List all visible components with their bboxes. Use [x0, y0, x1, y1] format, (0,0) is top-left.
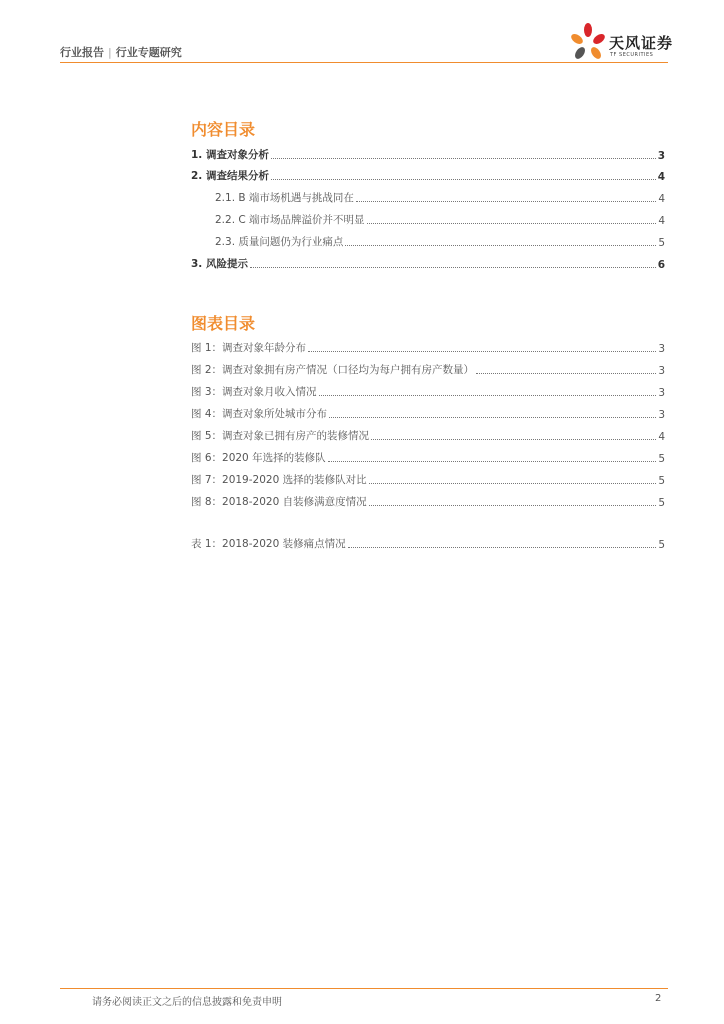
figure-entry-label: 图 8：2018-2020 自装修满意度情况 [191, 496, 367, 508]
header-subcategory: 行业专题研究 [115, 46, 182, 59]
footer-disclaimer: 请务必阅读正文之后的信息披露和免责申明 [92, 997, 282, 1008]
toc-subentry[interactable] [215, 211, 665, 227]
figure-entry-label: 图 6：2020 年选择的装修队 [191, 452, 326, 464]
toc-entry-page: 4 [658, 193, 665, 205]
table-entry[interactable] [191, 535, 665, 551]
toc-title: 内容目录 [191, 120, 256, 139]
figures-title: 图表目录 [191, 314, 256, 333]
flower-logo-icon [568, 22, 608, 62]
figure-entry[interactable] [191, 405, 665, 421]
figure-entry-page: 3 [658, 409, 665, 421]
toc-subentry[interactable] [215, 189, 665, 205]
dot-leader [356, 200, 656, 202]
toc-entry[interactable] [191, 146, 665, 162]
header-category: 行业报告 [60, 46, 104, 59]
figure-entry-label: 图 5：调查对象已拥有房产的装修情况 [191, 430, 370, 442]
toc-entry-label: 2.3. 质量问题仍为行业痛点 [215, 236, 344, 248]
footer-rule [60, 988, 668, 989]
figure-entry[interactable] [191, 383, 665, 399]
dot-leader [271, 178, 656, 180]
figure-entry[interactable] [191, 449, 665, 465]
toc-entry-label: 3. 风险提示 [191, 258, 248, 270]
table-entry-page: 5 [658, 539, 665, 551]
figure-entry[interactable] [191, 493, 665, 509]
toc-entry[interactable] [191, 255, 665, 271]
dot-leader [369, 504, 657, 506]
toc-entry-page: 4 [657, 171, 665, 183]
figure-entry-page: 3 [658, 343, 665, 355]
header-rule [60, 62, 668, 63]
logo-english-name: TF SECURITIES [610, 52, 654, 58]
figure-entry-page: 3 [658, 387, 665, 399]
figure-entry-label: 图 1：调查对象年龄分布 [191, 342, 307, 354]
figure-entry-page: 4 [658, 431, 665, 443]
toc-entry-page: 5 [658, 237, 665, 249]
toc-entry-label: 2.2. C 端市场品牌溢价并不明显 [215, 214, 365, 226]
figure-entry-page: 5 [658, 497, 665, 509]
figure-entry-page: 5 [658, 475, 665, 487]
figure-entry-page: 5 [658, 453, 665, 465]
figure-entry[interactable] [191, 471, 665, 487]
header-breadcrumb [60, 44, 182, 60]
dot-leader [308, 350, 656, 352]
dot-leader [345, 244, 656, 246]
dot-leader [371, 438, 656, 440]
dot-leader [250, 266, 656, 268]
dot-leader [271, 157, 656, 159]
dot-leader [476, 372, 656, 374]
logo-chinese-name: 天风证券 [609, 34, 674, 52]
dot-leader [319, 394, 657, 396]
toc-entry-label: 2.1. B 端市场机遇与挑战同在 [215, 192, 354, 204]
figure-entry-label: 图 3：调查对象月收入情况 [191, 386, 317, 398]
dot-leader [328, 460, 657, 462]
header-separator: | [108, 46, 112, 59]
figure-entry[interactable] [191, 361, 665, 377]
toc-entry-label: 2. 调查结果分析 [191, 170, 269, 182]
figure-entry-label: 图 4：调查对象所处城市分布 [191, 408, 328, 420]
figure-entry[interactable] [191, 339, 665, 355]
table-entry-label: 表 1：2018-2020 装修痛点情况 [191, 538, 346, 550]
dot-leader [367, 222, 657, 224]
toc-entry-label: 1. 调查对象分析 [191, 149, 269, 161]
page-number: 2 [655, 993, 662, 1004]
figure-entry[interactable] [191, 427, 665, 443]
toc-subentry[interactable] [215, 233, 665, 249]
toc-entry-page: 6 [657, 259, 665, 271]
dot-leader [329, 416, 656, 418]
toc-entry[interactable] [191, 167, 665, 183]
toc-entry-page: 4 [658, 215, 665, 227]
figure-entry-label: 图 7：2019-2020 选择的装修队对比 [191, 474, 367, 486]
figure-entry-page: 3 [658, 365, 665, 377]
figure-entry-label: 图 2：调查对象拥有房产情况（口径均为每户拥有房产数量） [191, 364, 475, 376]
toc-entry-page: 3 [657, 150, 665, 162]
dot-leader [369, 482, 657, 484]
dot-leader [348, 546, 657, 548]
company-logo [568, 22, 678, 62]
